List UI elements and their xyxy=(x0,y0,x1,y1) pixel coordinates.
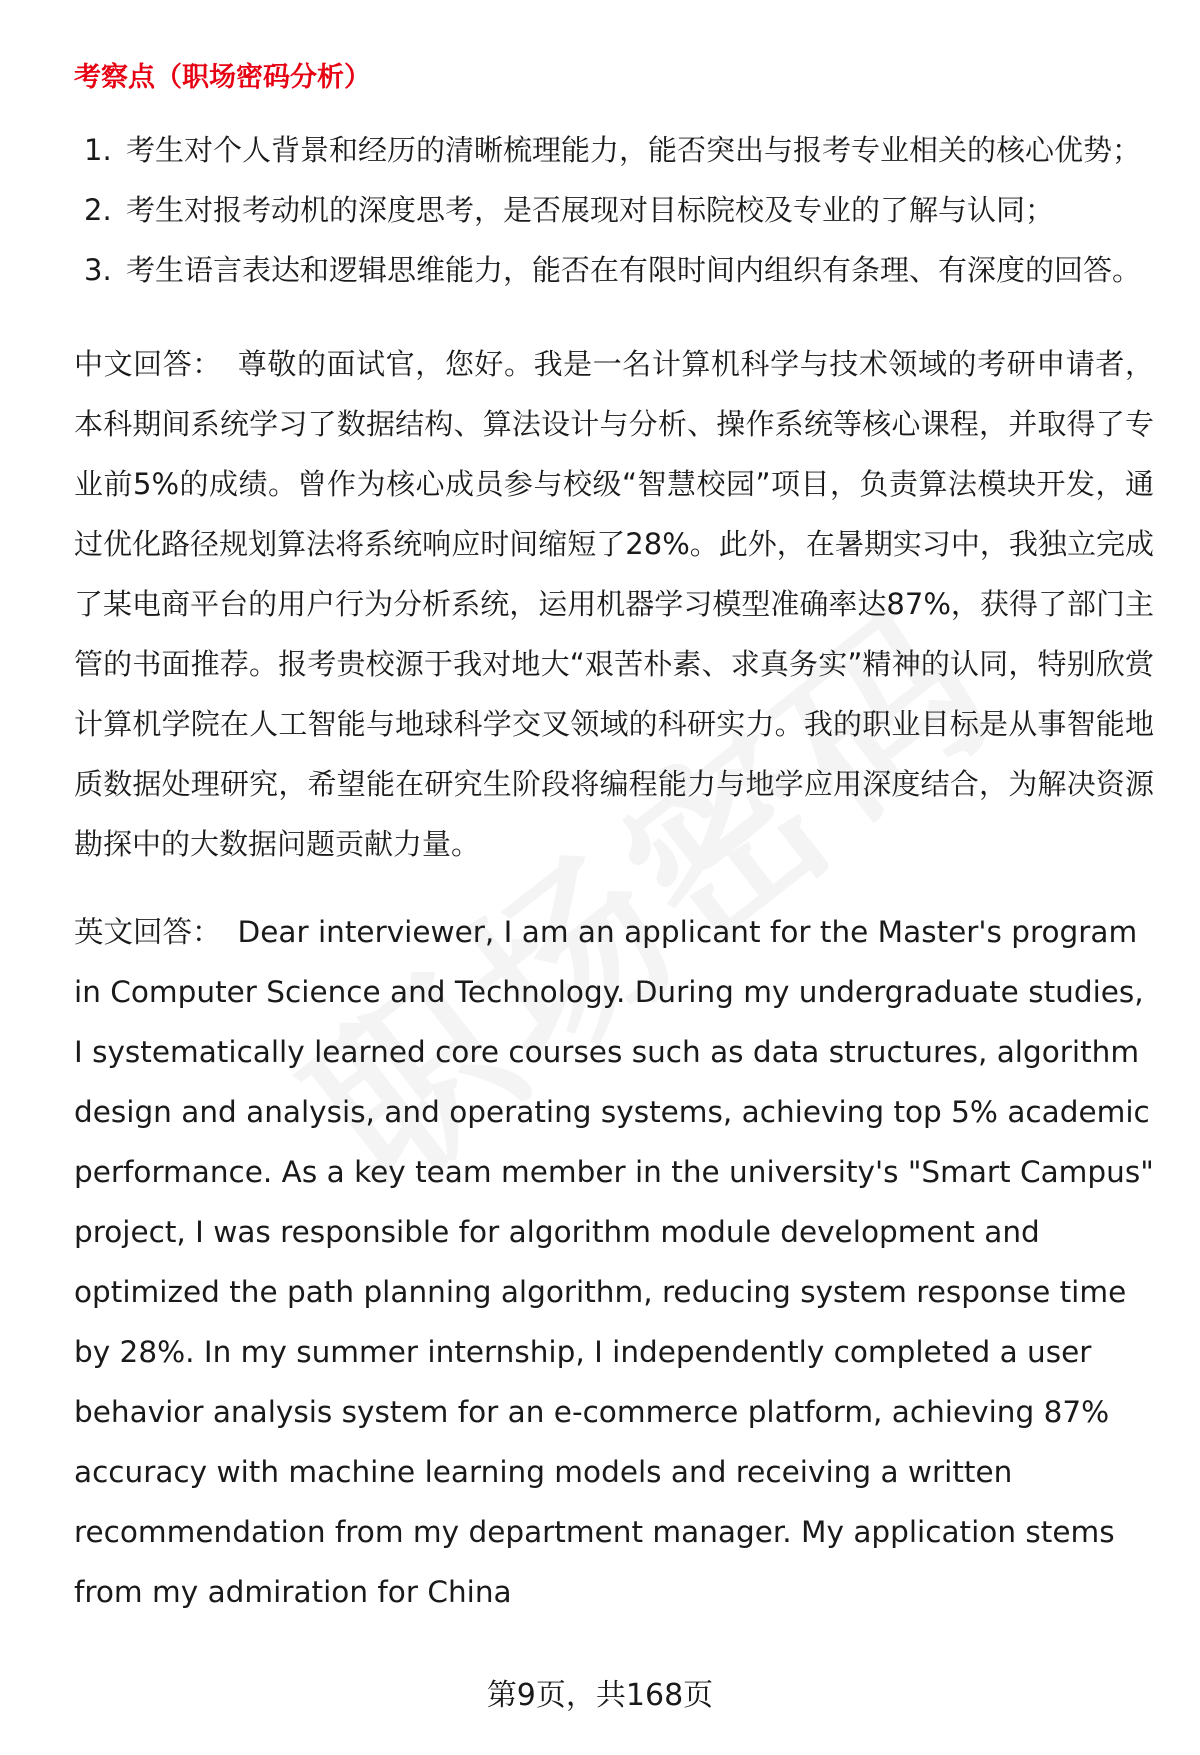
list-item-text: 考生对报考动机的深度思考，是否展现对目标院校及专业的了解与认同； xyxy=(126,193,1055,227)
chinese-answer-text: 尊敬的面试官，您好。我是一名计算机科学与技术领域的考研申请者，本科期间系统学习了数据结构、算法设计与分析、操作系统等核心课程，并取得了专业前5%的成绩。曾作为核心成员参与校级“智慧校园”项目，负责算法模块开发，通过优化路径规划算法将系统响应时间缩短了28%。此外，在暑期实习中，我独立完成了某电商平台的用户行为分析系统，运用机器学习模型准确率达87%，获得了部门主管的书面推荐。报考贵校源于我对地大“艰苦朴素、求真务实”精神的认同，特别欣赏计算机学院在人工智能与地球科学交叉领域的科研实力。我的职业目标是从事智能地质数据处理研究，希望能在研究生阶段将编程能力与地学应用深度结合，为解决资源勘探中的大数据问题贡献力量。 xyxy=(74,347,1154,861)
list-item-number: 3. xyxy=(84,253,112,287)
page-footer: 第9页，共168页 xyxy=(486,1678,714,1713)
assessment-points-list xyxy=(74,120,1154,300)
chinese-answer xyxy=(74,334,1154,874)
list-item-number: 2. xyxy=(84,193,112,227)
chinese-answer-label: 中文回答： xyxy=(74,347,222,381)
english-answer xyxy=(74,902,1154,1622)
section-title: 考察点（职场密码分析） xyxy=(74,62,371,93)
english-answer-text: Dear interviewer, I am an applicant for the Master's program in Computer Science and Technology. During my undergraduate studies, I systematically learned core courses such as data structures, algorithm design and analysis, and operating systems, achieving top 5% academic performance. As a key team member in the university's "Smart Campus" project, I was responsible for algorithm module development and optimized the path planning algorithm, reducing system response time by 28%. In my summer internship, I independently completed a user behavior analysis system for an e-commerce platform, achieving 87% accuracy with machine learning models and receiving a written recommendation from my department manager. My application stems from my admiration for China xyxy=(74,915,1154,1609)
list-item xyxy=(74,180,1154,240)
list-item-text: 考生对个人背景和经历的清晰梳理能力，能否突出与报考专业相关的核心优势； xyxy=(126,133,1142,167)
list-item-number: 1. xyxy=(84,133,112,167)
document-page xyxy=(74,58,1154,1622)
english-answer-label: 英文回答： xyxy=(74,915,222,949)
list-item-text: 考生语言表达和逻辑思维能力，能否在有限时间内组织有条理、有深度的回答。 xyxy=(126,253,1142,287)
list-item xyxy=(74,120,1154,180)
list-item xyxy=(74,240,1154,300)
